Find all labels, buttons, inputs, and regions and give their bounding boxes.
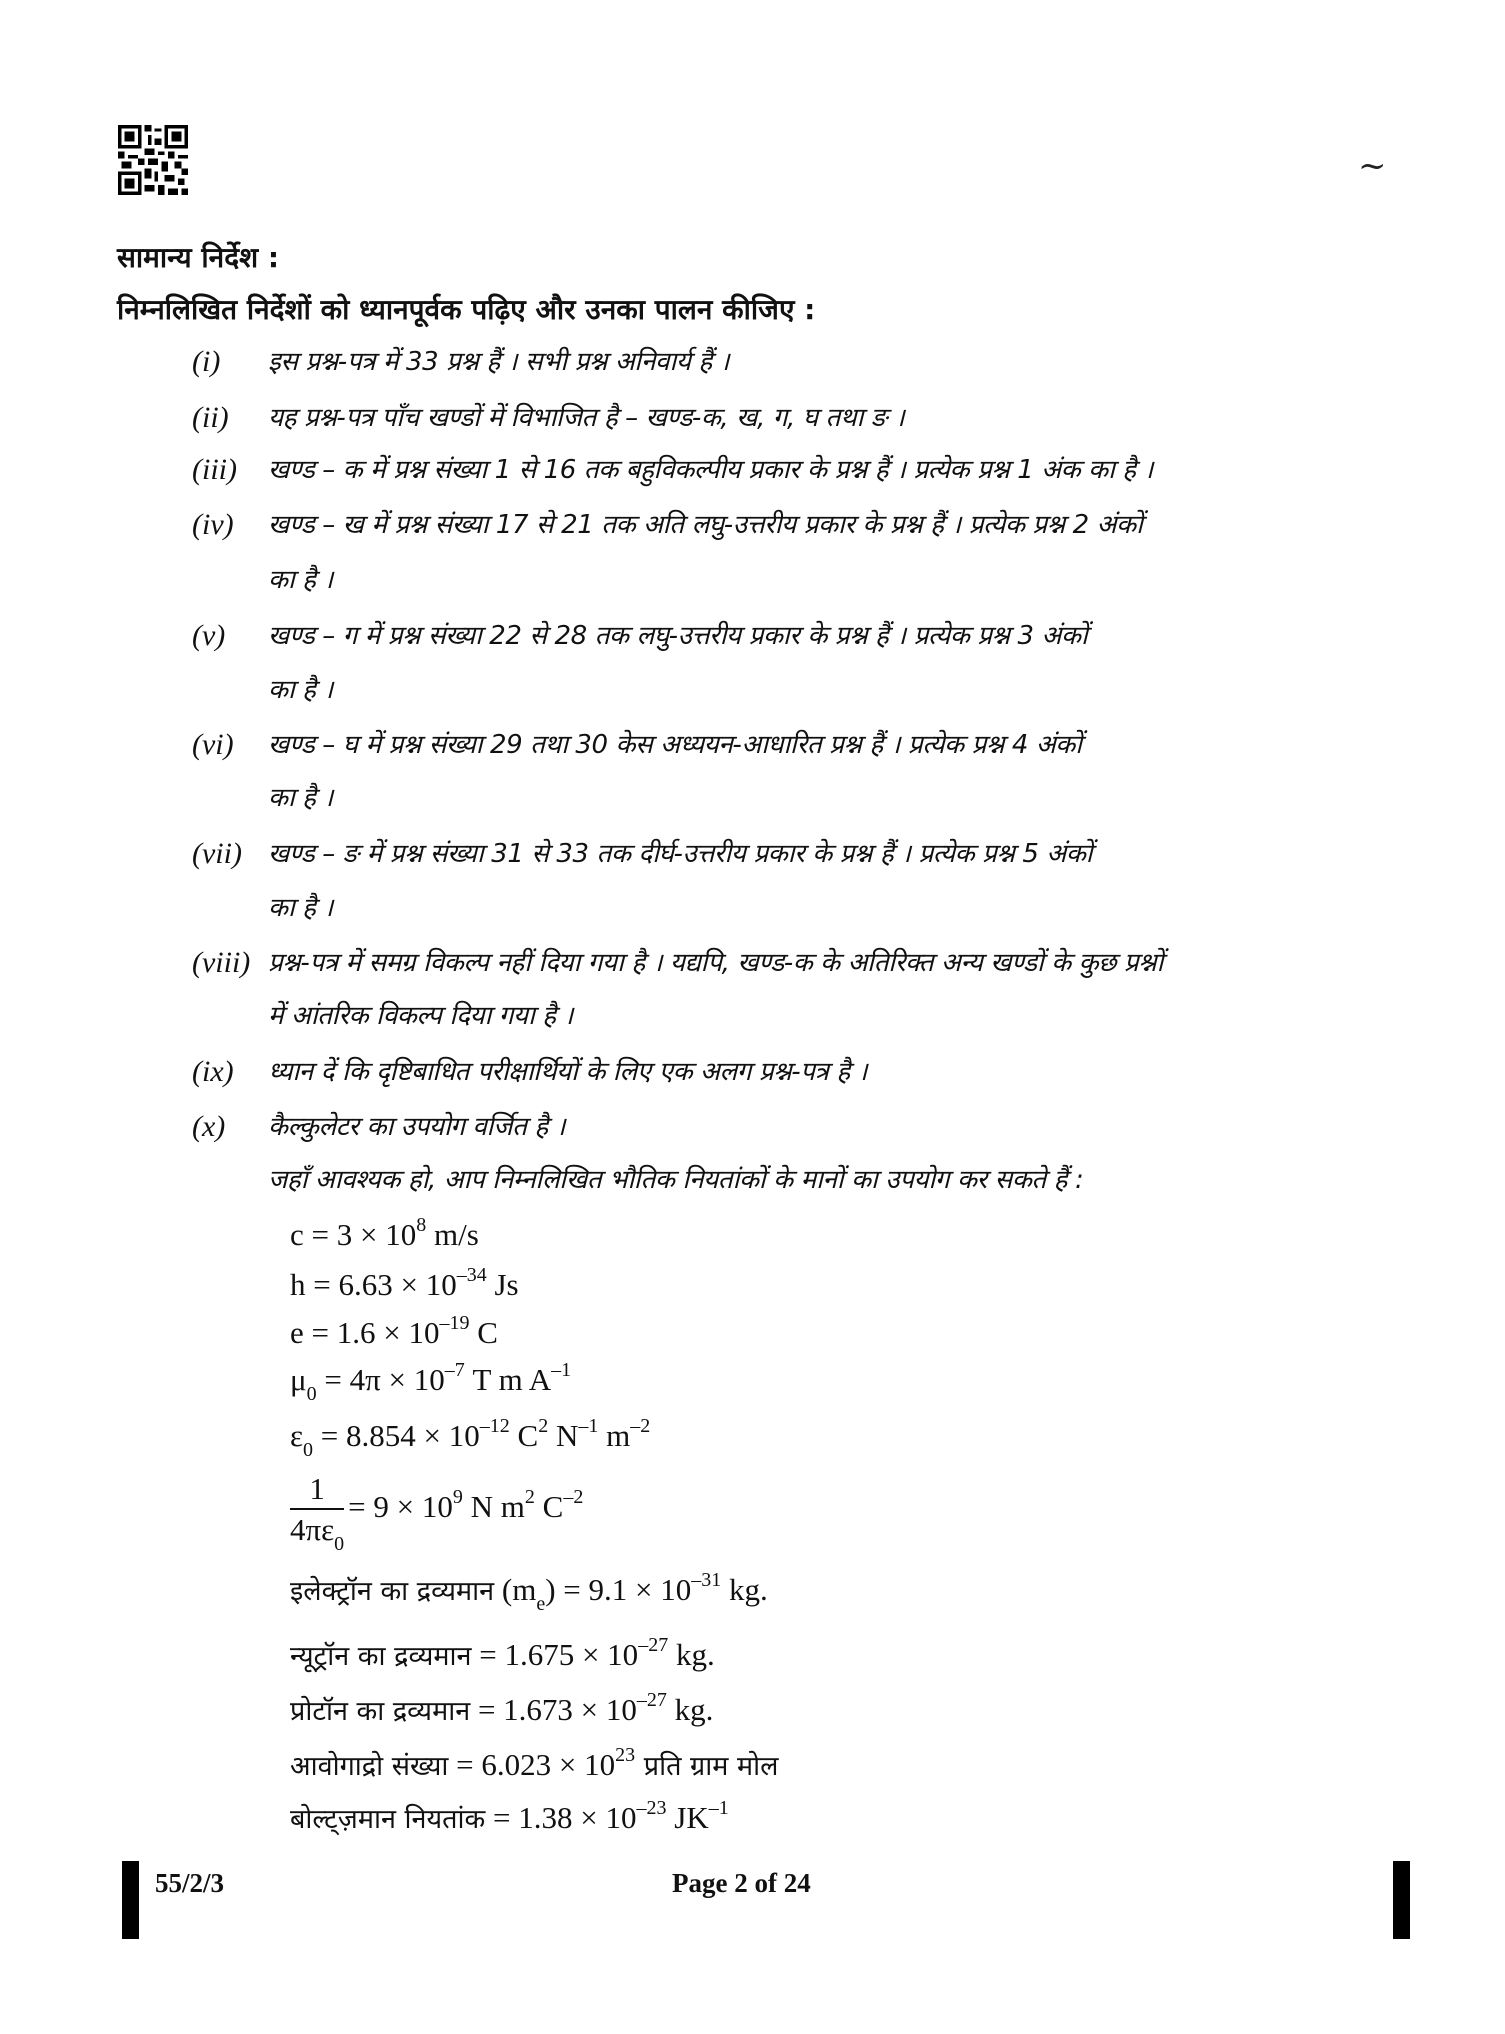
constant-electron-charge: $e = 1.6 \times 10^{-19}$ C <box>290 1312 498 1350</box>
item-label: (iii) <box>192 453 237 486</box>
list-item: खण्ड – ग में प्रश्न संख्या 22 से 28 तक लघु-उत्तरीय प्रकार के प्रश्न हैं । प्रत्येक प्रश्न 3 अंकों <box>268 621 1088 651</box>
section-subtitle: निम्नलिखित निर्देशों को ध्यानपूर्वक पढ़िए और उनका पालन कीजिए : <box>117 293 816 326</box>
corner-mark: ~ <box>1358 146 1387 186</box>
item-label: (vii) <box>192 837 242 870</box>
list-item: खण्ड – क में प्रश्न संख्या 1 से 16 तक बहुविकल्पीय प्रकार के प्रश्न हैं । प्रत्येक प्रश्न 1 अंक का है । <box>268 455 1154 485</box>
list-item: खण्ड – घ में प्रश्न संख्या 29 तथा 30 केस अध्ययन-आधारित प्रश्न हैं । प्रत्येक प्रश्न 4 अंकों <box>268 730 1082 760</box>
constant-proton-mass: प्रोटॉन का द्रव्यमान = $1.673 \times 10^{-27}$ kg. <box>290 1689 714 1727</box>
list-item-continuation: का है । <box>268 675 333 705</box>
page-number: Page 2 of 24 <box>672 1868 811 1898</box>
list-item: प्रश्न-पत्र में समग्र विकल्प नहीं दिया गया है । यद्यपि, खण्ड-क के अतिरिक्त अन्य खण्डों के कुछ प्रश्नों <box>268 948 1163 978</box>
item-label: (iv) <box>192 508 234 541</box>
list-item: कैल्कुलेटर का उपयोग वर्जित है । <box>268 1112 566 1142</box>
list-item-continuation: का है । <box>268 893 333 923</box>
constant-avogadro: आवोगाद्रो संख्या = $6.023 \times 10^{23}$ प्रति ग्राम मोल <box>290 1744 779 1782</box>
item-label: (x) <box>192 1110 226 1143</box>
constant-speed-of-light: $c = 3 \times 10^8$ m/s <box>290 1214 479 1252</box>
list-item-continuation: का है । <box>268 783 333 813</box>
constant-coulomb: $\frac{1}{4\pi\varepsilon_0}$ = $9 \times 10^9$ N $m^2$ $C^{-2}$ <box>290 1471 584 1555</box>
list-item: इस प्रश्न-पत्र में 33 प्रश्न हैं । सभी प्रश्न अनिवार्य हैं । <box>268 347 730 377</box>
constant-planck: $h = 6.63 \times 10^{-34}$ Js <box>290 1264 519 1302</box>
item-label: (ii) <box>192 401 229 434</box>
qr-code-icon <box>118 125 188 195</box>
list-item: यह प्रश्न-पत्र पाँच खण्डों में विभाजित है – खण्ड-क, ख, ग, घ तथा ङ । <box>268 403 905 433</box>
item-label: (i) <box>192 345 221 378</box>
footer-left-bar <box>122 1861 139 1939</box>
list-item-continuation: में आंतरिक विकल्प दिया गया है । <box>268 1001 574 1031</box>
list-item: खण्ड – ख में प्रश्न संख्या 17 से 21 तक अति लघु-उत्तरीय प्रकार के प्रश्न हैं । प्रत्येक प्रश्न 2 अंकों <box>268 510 1143 540</box>
constant-permeability: $\mu_0 = 4\pi \times 10^{-7}$ T m $A^{-1}$ <box>290 1359 572 1405</box>
constants-intro: जहाँ आवश्यक हो, आप निम्नलिखित भौतिक नियतांकों के मानों का उपयोग कर सकते हैं : <box>268 1165 1084 1195</box>
item-label: (v) <box>192 619 226 652</box>
footer-right-bar <box>1393 1861 1410 1939</box>
list-item: खण्ड – ङ में प्रश्न संख्या 31 से 33 तक दीर्घ-उत्तरीय प्रकार के प्रश्न हैं । प्रत्येक प्रश्न 5 अंकों <box>268 839 1093 869</box>
item-label: (vi) <box>192 728 234 761</box>
list-item: ध्यान दें कि दृष्टिबाधित परीक्षार्थियों के लिए एक अलग प्रश्न-पत्र है । <box>268 1057 868 1087</box>
paper-code: 55/2/3 <box>155 1868 225 1898</box>
section-title: सामान्य निर्देश : <box>117 241 280 274</box>
constant-electron-mass: इलेक्ट्रॉन का द्रव्यमान $(m_e) = 9.1 \times 10^{-31}$ kg. <box>290 1569 768 1615</box>
constant-boltzmann: बोल्ट्ज़मान नियतांक = $1.38 \times 10^{-23}$ $JK^{-1}$ <box>290 1797 729 1835</box>
fraction: $\frac{1}{4\pi\varepsilon_0}$ <box>290 1471 345 1555</box>
list-item-continuation: का है । <box>268 565 333 595</box>
item-label: (viii) <box>192 946 251 979</box>
constant-permittivity: $\varepsilon_0 = 8.854 \times 10^{-12}$ $C^2$ $N^{-1}$ $m^{-2}$ <box>290 1415 651 1461</box>
constant-neutron-mass: न्यूट्रॉन का द्रव्यमान = $1.675 \times 10^{-27}$ kg. <box>290 1634 715 1672</box>
item-label: (ix) <box>192 1055 234 1088</box>
